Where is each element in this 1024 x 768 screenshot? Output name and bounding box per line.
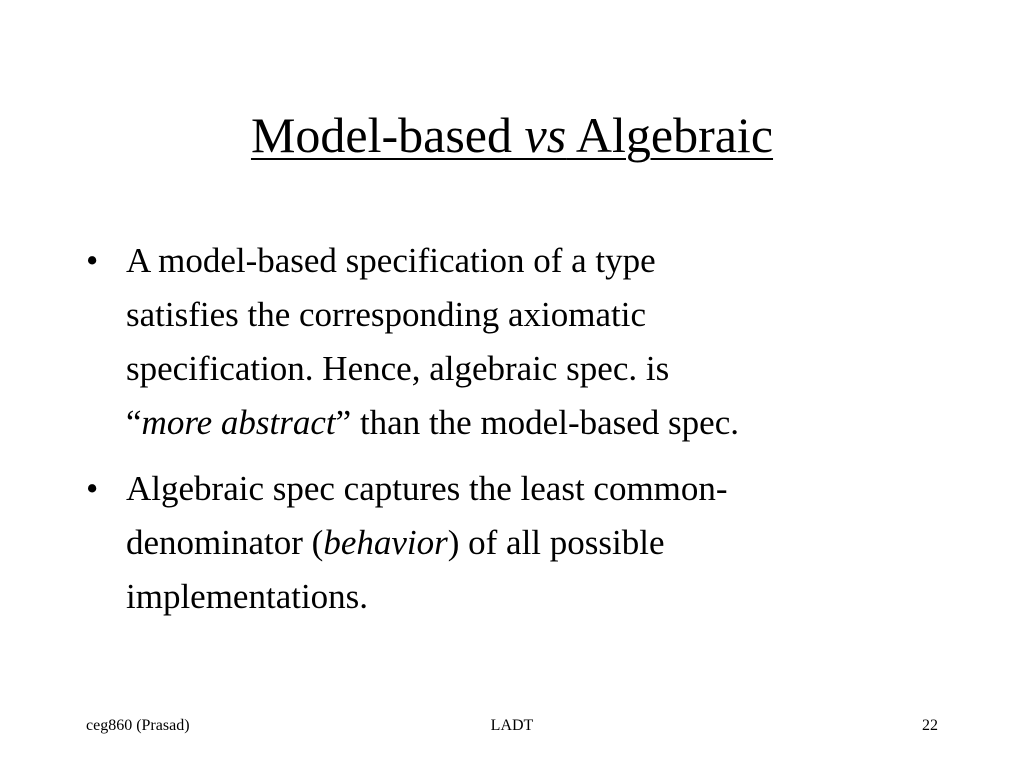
- footer-left-course: ceg860 (Prasad): [86, 717, 190, 734]
- slide-title: [0, 100, 1024, 170]
- bullet-dot-icon: •: [86, 469, 99, 508]
- bullet-dot-icon: •: [86, 241, 99, 280]
- bullet-item-2: [86, 462, 966, 624]
- title-part-1: Model-based: [250, 107, 525, 163]
- bullet-2-line-1: Algebraic spec captures the least common-: [126, 469, 728, 508]
- bullet-2-line-2-rest: ) of all possible: [447, 523, 665, 562]
- bullet-2-line-3: implementations.: [126, 577, 369, 616]
- bullet-1-line-3: specification. Hence, algebraic spec. is: [126, 349, 670, 388]
- title-part-2-italic: vs: [524, 107, 567, 163]
- title-part-3: Algebraic: [566, 107, 774, 163]
- emphasis-behavior: behavior: [323, 523, 448, 562]
- bullet-1-line-2: satisfies the corresponding axiomatic: [126, 295, 646, 334]
- footer-right-page-number: 22: [922, 717, 938, 734]
- bullet-2-line-2-start: denominator (: [126, 523, 324, 562]
- bullet-1-line-1: A model-based specification of a type: [126, 241, 656, 280]
- bullet-list: [86, 234, 966, 636]
- slide-title-text: [251, 107, 773, 163]
- bullet-1-line-4: [126, 396, 966, 450]
- footer-center-topic: LADT: [490, 717, 534, 734]
- bullet-2-line-2: [126, 516, 966, 570]
- open-quote: “: [126, 403, 142, 442]
- emphasis-more-abstract: more abstract: [141, 403, 336, 442]
- bullet-1-line-4-rest: ” than the model-based spec.: [335, 403, 739, 442]
- bullet-item-1: [86, 234, 966, 450]
